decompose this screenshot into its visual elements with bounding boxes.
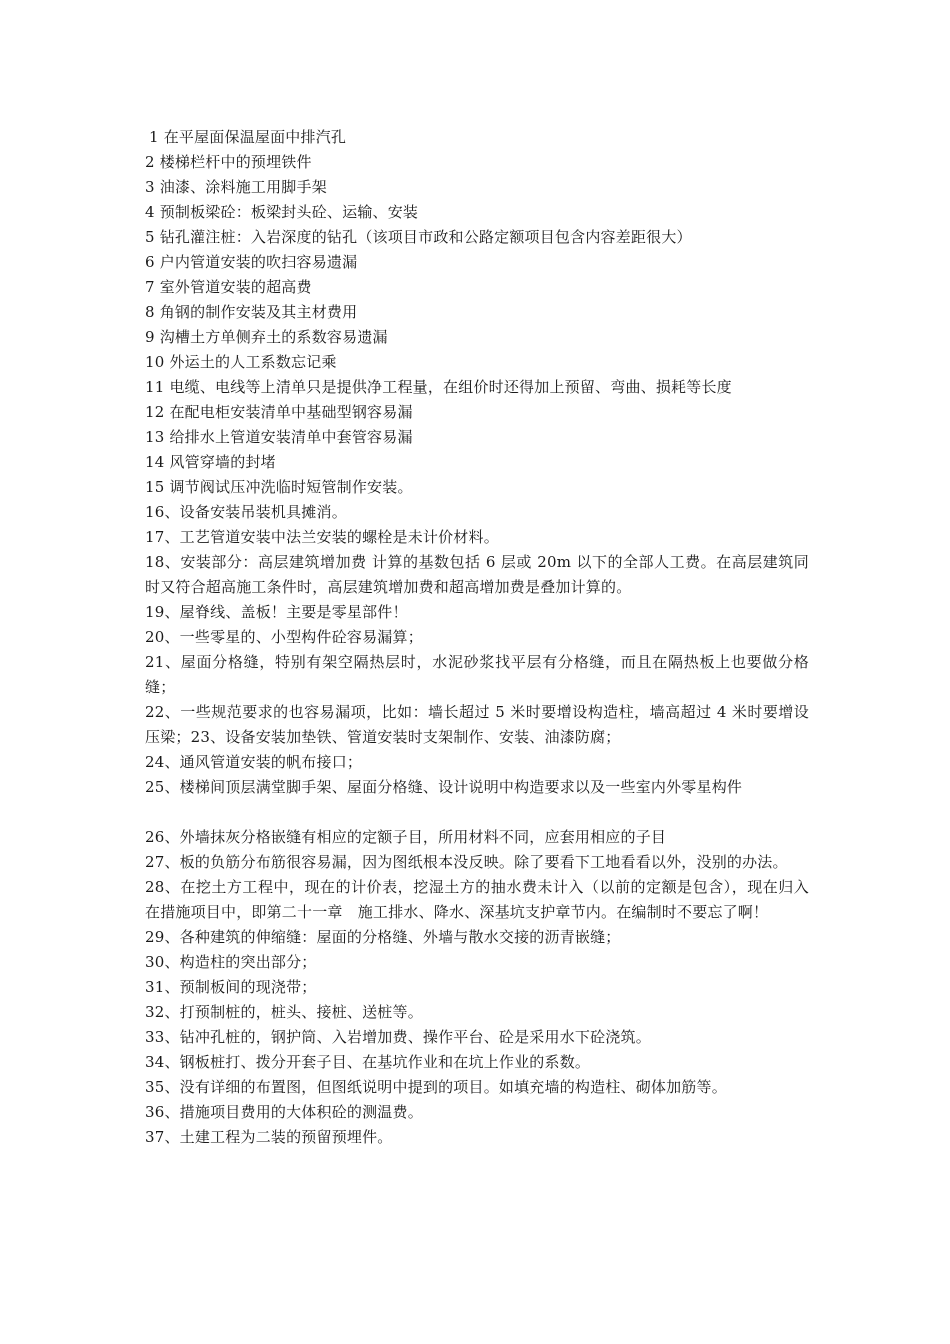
list-item: 30、构造柱的突出部分； [145,953,317,971]
list-item: 4 预制板梁砼：板梁封头砼、运输、安装 [145,203,419,221]
list-item: 26、外墙抹灰分格嵌缝有相应的定额子目，所用材料不同，应套用相应的子目 [145,828,667,846]
list-item: 35、没有详细的布置图，但图纸说明中提到的项目。如填充墙的构造柱、砌体加筋等。 [145,1078,727,1096]
list-item: 19、屋脊线、盖板！主要是零星部件！ [145,603,408,621]
list-item: 33、钻冲孔桩的，钢护筒、入岩增加费、操作平台、砼是采用水下砼浇筑。 [145,1028,651,1046]
list-item: 9 沟槽土方单侧弃土的系数容易遗漏 [145,328,388,346]
list-item: 2 楼梯栏杆中的预埋铁件 [145,153,312,171]
list-item: 36、措施项目费用的大体积砼的测温费。 [145,1103,423,1121]
list-item: 29、各种建筑的伸缩缝：屋面的分格缝、外墙与散水交接的沥青嵌缝； [145,928,621,946]
list-item: 1 在平屋面保温屋面中排汽孔 [149,128,347,146]
list-item: 25、楼梯间顶层满堂脚手架、屋面分格缝、设计说明中构造要求以及一些室内外零星构件 [145,778,743,796]
list-item: 5 钻孔灌注桩：入岩深度的钻孔（该项目市政和公路定额项目包含内容差距很大） [145,228,692,246]
list-item: 10 外运土的人工系数忘记乘 [145,353,337,371]
list-item: 8 角钢的制作安装及其主材费用 [145,303,358,321]
list-item: 14 风管穿墙的封堵 [145,453,276,471]
list-item: 20、一些零星的、小型构件砼容易漏算； [145,628,423,646]
list-item: 31、预制板间的现浇带； [145,978,317,996]
list-item: 32、打预制桩的，桩头、接桩、送桩等。 [145,1003,423,1021]
list-item: 17、工艺管道安装中法兰安装的螺栓是未计价材料。 [145,528,499,546]
list-item: 13 给排水上管道安装清单中套管容易漏 [145,428,413,446]
list-item: 16、设备安装吊装机具摊消。 [145,503,347,521]
list-item: 3 油漆、涂料施工用脚手架 [145,178,327,196]
list-item: 27、板的负筋分布筋很容易漏，因为图纸根本没反映。除了要看下工地看看以外，没别的办法。 [145,853,788,871]
list-item: 24、通风管道安装的帆布接口； [145,753,363,771]
list-item: 12 在配电柜安装清单中基础型钢容易漏 [145,403,413,421]
list-item: 28、在挖土方工程中，现在的计价表，挖湿土方的抽水费未计入（以前的定额是包含），现在归入在措施项目中，即第二十一章 施工排水、降水、深基坑支护章节内。在编制时不要忘了啊！ [145,878,809,921]
list-item: 11 电缆、电线等上清单只是提供净工程量，在组价时还得加上预留、弯曲、损耗等长度 [145,378,732,396]
list-item: 21、屋面分格缝，特别有架空隔热层时，水泥砂浆找平层有分格缝，而且在隔热板上也要做分格缝； [145,653,809,696]
list-item: 22、一些规范要求的也容易漏项，比如：墙长超过 5 米时要增设构造柱，墙高超过 4 米时要增设压梁；23、设备安装加垫铁、管道安装时支架制作、安装、油漆防腐； [145,703,809,746]
list-item: 6 户内管道安装的吹扫容易遗漏 [145,253,358,271]
list-item: 7 室外管道安装的超高费 [145,278,312,296]
blank-line [145,800,809,825]
list-item: 37、土建工程为二装的预留预埋件。 [145,1128,393,1146]
list-item: 15 调节阀试压冲洗临时短管制作安装。 [145,478,413,496]
list-item: 34、钢板桩打、拨分开套子目、在基坑作业和在坑上作业的系数。 [145,1053,591,1071]
list-item: 18、安装部分：高层建筑增加费 计算的基数包括 6 层或 20m 以下的全部人工费。在高层建筑同时又符合超高施工条件时，高层建筑增加费和超高增加费是叠加计算的。 [145,553,809,596]
document-body [145,125,809,1150]
